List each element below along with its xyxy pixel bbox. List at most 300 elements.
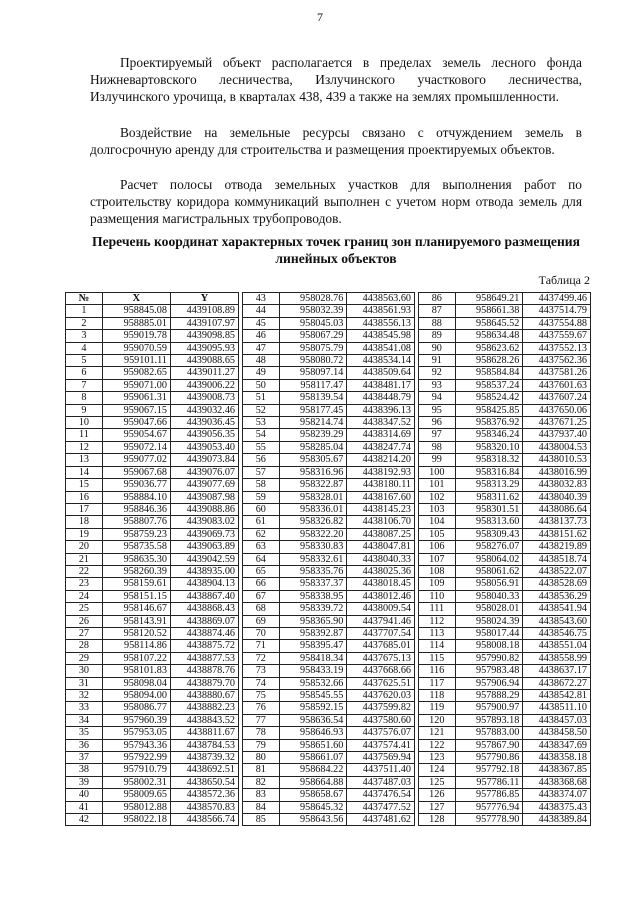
table-row	[419, 429, 591, 441]
x-coordinate: 958425.85	[455, 404, 523, 416]
y-coordinate: 4438868.43	[170, 603, 238, 615]
point-number: 1	[66, 305, 103, 317]
x-coordinate: 958335.76	[279, 565, 347, 577]
y-coordinate: 4438551.04	[523, 640, 591, 652]
point-number: 76	[243, 702, 280, 714]
point-number: 67	[243, 590, 280, 602]
table-row	[66, 665, 239, 677]
y-coordinate: 4438542.81	[523, 690, 591, 702]
y-coordinate: 4437650.06	[523, 404, 591, 416]
x-coordinate: 959072.14	[102, 441, 170, 453]
table-row	[243, 491, 415, 503]
point-number: 54	[243, 429, 280, 441]
point-number: 36	[66, 739, 103, 751]
x-coordinate: 958009.65	[102, 789, 170, 801]
table-row	[66, 454, 239, 466]
point-number: 37	[66, 752, 103, 764]
table-row	[419, 417, 591, 429]
x-coordinate: 957990.82	[455, 652, 523, 664]
point-number: 33	[66, 702, 103, 714]
point-number: 21	[66, 553, 103, 565]
x-coordinate: 958101.83	[102, 665, 170, 677]
y-coordinate: 4438563.60	[347, 293, 415, 305]
table-row	[66, 590, 239, 602]
point-number: 105	[419, 528, 456, 540]
table-row	[66, 565, 239, 577]
point-number: 102	[419, 491, 456, 503]
point-number: 109	[419, 578, 456, 590]
x-coordinate: 957900.97	[455, 702, 523, 714]
point-number: 6	[66, 367, 103, 379]
y-coordinate: 4437671.25	[523, 417, 591, 429]
table-row	[243, 789, 415, 801]
x-coordinate: 958045.03	[279, 317, 347, 329]
x-coordinate: 958301.51	[455, 503, 523, 515]
y-coordinate: 4439042.59	[170, 553, 238, 565]
x-coordinate: 958311.62	[455, 491, 523, 503]
table-row	[66, 752, 239, 764]
y-coordinate: 4437707.54	[347, 627, 415, 639]
x-coordinate: 958285.04	[279, 441, 347, 453]
x-coordinate: 958337.37	[279, 578, 347, 590]
y-coordinate: 4438545.98	[347, 330, 415, 342]
x-coordinate: 959077.02	[102, 454, 170, 466]
y-coordinate: 4438882.23	[170, 702, 238, 714]
y-coordinate: 4438040.39	[523, 491, 591, 503]
point-number: 8	[66, 392, 103, 404]
table-row	[66, 491, 239, 503]
table-heading: Перечень координат характерных точек границ зон планируемого размещения линейных объектов	[92, 234, 580, 266]
y-coordinate: 4438086.64	[523, 503, 591, 515]
point-number: 32	[66, 690, 103, 702]
point-number: 122	[419, 739, 456, 751]
y-coordinate: 4438878.76	[170, 665, 238, 677]
point-number: 78	[243, 727, 280, 739]
x-coordinate: 959070.59	[102, 342, 170, 354]
x-coordinate: 958117.47	[279, 379, 347, 391]
x-coordinate: 957778.90	[455, 814, 523, 826]
y-coordinate: 4439088.65	[170, 355, 238, 367]
y-coordinate: 4438528.69	[523, 578, 591, 590]
x-coordinate: 958418.34	[279, 652, 347, 664]
table-row	[419, 528, 591, 540]
x-coordinate: 958064.02	[455, 553, 523, 565]
table-row	[419, 317, 591, 329]
point-number: 4	[66, 342, 103, 354]
table-row	[419, 491, 591, 503]
x-coordinate: 958846.36	[102, 503, 170, 515]
y-coordinate: 4438214.20	[347, 454, 415, 466]
table-row	[66, 441, 239, 453]
point-number: 124	[419, 764, 456, 776]
y-coordinate: 4439036.45	[170, 417, 238, 429]
coordinates-block-1	[65, 292, 239, 826]
point-number: 44	[243, 305, 280, 317]
y-coordinate: 4438692.51	[170, 764, 238, 776]
point-number: 49	[243, 367, 280, 379]
point-number: 127	[419, 801, 456, 813]
y-coordinate: 4438396.13	[347, 404, 415, 416]
x-coordinate: 959036.77	[102, 479, 170, 491]
table-row	[243, 417, 415, 429]
point-number: 92	[419, 367, 456, 379]
y-coordinate: 4437937.40	[523, 429, 591, 441]
x-coordinate: 958139.54	[279, 392, 347, 404]
y-coordinate: 4438867.40	[170, 590, 238, 602]
point-number: 116	[419, 665, 456, 677]
x-coordinate: 959067.15	[102, 404, 170, 416]
y-coordinate: 4438004.53	[523, 441, 591, 453]
point-number: 118	[419, 690, 456, 702]
y-coordinate: 4438010.53	[523, 454, 591, 466]
y-coordinate: 4438637.17	[523, 665, 591, 677]
y-coordinate: 4438389.84	[523, 814, 591, 826]
x-coordinate: 958328.01	[279, 491, 347, 503]
point-number: 121	[419, 727, 456, 739]
y-coordinate: 4439053.40	[170, 441, 238, 453]
point-number: 128	[419, 814, 456, 826]
table-row	[66, 739, 239, 751]
table-row	[243, 776, 415, 788]
y-coordinate: 4438572.36	[170, 789, 238, 801]
x-coordinate: 958584.84	[455, 367, 523, 379]
y-coordinate: 4438047.81	[347, 541, 415, 553]
x-coordinate: 958260.39	[102, 565, 170, 577]
y-coordinate: 4438219.89	[523, 541, 591, 553]
table-row	[66, 479, 239, 491]
table-row	[419, 627, 591, 639]
y-coordinate: 4438145.23	[347, 503, 415, 515]
x-coordinate: 957910.79	[102, 764, 170, 776]
table-row	[243, 342, 415, 354]
x-coordinate: 958332.61	[279, 553, 347, 565]
y-coordinate: 4439008.73	[170, 392, 238, 404]
x-coordinate: 958177.45	[279, 404, 347, 416]
table-row	[419, 342, 591, 354]
x-coordinate: 958094.00	[102, 690, 170, 702]
y-coordinate: 4437576.07	[347, 727, 415, 739]
y-coordinate: 4438534.14	[347, 355, 415, 367]
table-row	[66, 503, 239, 515]
point-number: 104	[419, 516, 456, 528]
x-coordinate: 959101.11	[102, 355, 170, 367]
table-row	[419, 615, 591, 627]
point-number: 83	[243, 789, 280, 801]
x-coordinate: 958759.23	[102, 528, 170, 540]
table-row	[419, 479, 591, 491]
x-coordinate: 958159.61	[102, 578, 170, 590]
y-coordinate: 4438374.07	[523, 789, 591, 801]
point-number: 113	[419, 627, 456, 639]
x-coordinate: 958885.01	[102, 317, 170, 329]
point-number: 100	[419, 466, 456, 478]
point-number: 43	[243, 293, 280, 305]
table-row	[243, 305, 415, 317]
table-row	[419, 516, 591, 528]
table-row	[66, 541, 239, 553]
y-coordinate: 4438458.50	[523, 727, 591, 739]
y-coordinate: 4437574.41	[347, 739, 415, 751]
y-coordinate: 4438009.54	[347, 603, 415, 615]
table-row	[419, 553, 591, 565]
point-number: 112	[419, 615, 456, 627]
x-coordinate: 958532.66	[279, 677, 347, 689]
point-number: 82	[243, 776, 280, 788]
y-coordinate: 4439083.02	[170, 516, 238, 528]
x-coordinate: 958635.30	[102, 553, 170, 565]
point-number: 59	[243, 491, 280, 503]
table-row	[66, 379, 239, 391]
point-number: 120	[419, 714, 456, 726]
y-coordinate: 4438032.83	[523, 479, 591, 491]
y-coordinate: 4437599.82	[347, 702, 415, 714]
point-number: 96	[419, 417, 456, 429]
table-row	[419, 776, 591, 788]
table-row	[419, 739, 591, 751]
table-row	[66, 404, 239, 416]
table-row	[243, 355, 415, 367]
table-row	[419, 466, 591, 478]
y-coordinate: 4438546.75	[523, 627, 591, 639]
x-coordinate: 958313.60	[455, 516, 523, 528]
point-number: 52	[243, 404, 280, 416]
y-header: Y	[170, 293, 238, 305]
table-row	[66, 417, 239, 429]
y-coordinate: 4438368.68	[523, 776, 591, 788]
table-row	[419, 690, 591, 702]
point-number: 31	[66, 677, 103, 689]
table-row	[419, 379, 591, 391]
y-coordinate: 4437675.13	[347, 652, 415, 664]
y-coordinate: 4438016.99	[523, 466, 591, 478]
x-coordinate: 958032.39	[279, 305, 347, 317]
table-row	[66, 789, 239, 801]
table-row	[419, 355, 591, 367]
point-number: 123	[419, 752, 456, 764]
x-coordinate: 958114.86	[102, 640, 170, 652]
y-coordinate: 4438040.33	[347, 553, 415, 565]
point-number: 84	[243, 801, 280, 813]
point-number: 107	[419, 553, 456, 565]
y-coordinate: 4438511.10	[523, 702, 591, 714]
x-coordinate: 958097.14	[279, 367, 347, 379]
point-number: 25	[66, 603, 103, 615]
table-row	[243, 702, 415, 714]
point-number: 29	[66, 652, 103, 664]
table-row	[66, 615, 239, 627]
point-number: 7	[66, 379, 103, 391]
table-row	[243, 479, 415, 491]
table-row	[66, 776, 239, 788]
x-coordinate: 958661.38	[455, 305, 523, 317]
y-coordinate: 4438784.53	[170, 739, 238, 751]
x-coordinate: 958664.88	[279, 776, 347, 788]
x-coordinate: 958143.91	[102, 615, 170, 627]
y-coordinate: 4438904.13	[170, 578, 238, 590]
point-number: 16	[66, 491, 103, 503]
table-row	[243, 565, 415, 577]
point-number: 57	[243, 466, 280, 478]
x-coordinate: 958309.43	[455, 528, 523, 540]
table-row	[419, 752, 591, 764]
y-coordinate: 4437554.88	[523, 317, 591, 329]
x-coordinate: 958214.74	[279, 417, 347, 429]
x-coordinate: 958845.08	[102, 305, 170, 317]
y-coordinate: 4438543.60	[523, 615, 591, 627]
table-row	[243, 330, 415, 342]
table-row	[243, 503, 415, 515]
x-coordinate: 958318.32	[455, 454, 523, 466]
point-number: 98	[419, 441, 456, 453]
table-row	[66, 714, 239, 726]
table-row	[243, 640, 415, 652]
table-row	[419, 441, 591, 453]
point-number: 70	[243, 627, 280, 639]
y-coordinate: 4439076.07	[170, 466, 238, 478]
x-coordinate: 957983.48	[455, 665, 523, 677]
x-coordinate: 959071.00	[102, 379, 170, 391]
x-coordinate: 958592.15	[279, 702, 347, 714]
y-coordinate: 4437601.63	[523, 379, 591, 391]
point-number: 74	[243, 677, 280, 689]
x-coordinate: 957786.11	[455, 776, 523, 788]
point-number: 17	[66, 503, 103, 515]
x-coordinate: 958365.90	[279, 615, 347, 627]
y-coordinate: 4439107.97	[170, 317, 238, 329]
table-row	[419, 814, 591, 826]
y-coordinate: 4438448.79	[347, 392, 415, 404]
point-number: 34	[66, 714, 103, 726]
y-coordinate: 4438347.52	[347, 417, 415, 429]
table-header-row	[66, 293, 239, 305]
point-number: 56	[243, 454, 280, 466]
x-coordinate: 958339.72	[279, 603, 347, 615]
coordinates-block-2	[242, 292, 415, 826]
point-number: 3	[66, 330, 103, 342]
y-coordinate: 4437552.13	[523, 342, 591, 354]
table-row	[419, 702, 591, 714]
point-number: 64	[243, 553, 280, 565]
point-number: 20	[66, 541, 103, 553]
table-row	[243, 677, 415, 689]
y-coordinate: 4437581.26	[523, 367, 591, 379]
y-coordinate: 4437476.54	[347, 789, 415, 801]
table-row	[243, 317, 415, 329]
x-coordinate: 958330.83	[279, 541, 347, 553]
table-row	[243, 516, 415, 528]
y-coordinate: 4438536.29	[523, 590, 591, 602]
x-coordinate: 958316.96	[279, 466, 347, 478]
y-coordinate: 4438556.13	[347, 317, 415, 329]
x-coordinate: 958239.29	[279, 429, 347, 441]
table-row	[243, 367, 415, 379]
table-row	[419, 454, 591, 466]
y-coordinate: 4438875.72	[170, 640, 238, 652]
point-number: 42	[66, 814, 103, 826]
point-number: 81	[243, 764, 280, 776]
point-number: 65	[243, 565, 280, 577]
point-number: 28	[66, 640, 103, 652]
x-coordinate: 958545.55	[279, 690, 347, 702]
table-row	[419, 677, 591, 689]
x-coordinate: 958623.62	[455, 342, 523, 354]
x-coordinate: 958807.76	[102, 516, 170, 528]
point-number: 69	[243, 615, 280, 627]
table-row	[66, 801, 239, 813]
table-row	[419, 293, 591, 305]
x-coordinate: 957953.05	[102, 727, 170, 739]
table-row	[66, 466, 239, 478]
x-coordinate: 958645.32	[279, 801, 347, 813]
point-number: 117	[419, 677, 456, 689]
x-coordinate: 958305.67	[279, 454, 347, 466]
point-number: 88	[419, 317, 456, 329]
table-row	[66, 603, 239, 615]
table-row	[243, 652, 415, 664]
x-coordinate: 958346.24	[455, 429, 523, 441]
table-row	[419, 640, 591, 652]
x-coordinate: 958433.19	[279, 665, 347, 677]
point-number: 51	[243, 392, 280, 404]
y-coordinate: 4439095.93	[170, 342, 238, 354]
y-coordinate: 4438869.07	[170, 615, 238, 627]
y-coordinate: 4437511.40	[347, 764, 415, 776]
table-row	[66, 627, 239, 639]
x-coordinate: 958086.77	[102, 702, 170, 714]
table-row	[419, 727, 591, 739]
table-row	[243, 739, 415, 751]
y-coordinate: 4437514.79	[523, 305, 591, 317]
table-row	[243, 379, 415, 391]
point-number: 68	[243, 603, 280, 615]
y-coordinate: 4438541.94	[523, 603, 591, 615]
y-coordinate: 4438672.27	[523, 677, 591, 689]
x-coordinate: 958322.20	[279, 528, 347, 540]
x-coordinate: 957943.36	[102, 739, 170, 751]
table-row	[243, 404, 415, 416]
table-row	[66, 814, 239, 826]
x-coordinate: 958028.01	[455, 603, 523, 615]
table-row	[419, 565, 591, 577]
y-coordinate: 4438314.69	[347, 429, 415, 441]
y-coordinate: 4439073.84	[170, 454, 238, 466]
y-coordinate: 4437625.51	[347, 677, 415, 689]
point-number: 18	[66, 516, 103, 528]
point-number: 97	[419, 429, 456, 441]
x-coordinate: 958151.15	[102, 590, 170, 602]
coordinates-table	[65, 292, 593, 826]
point-number: 95	[419, 404, 456, 416]
point-number: 47	[243, 342, 280, 354]
point-number: 24	[66, 590, 103, 602]
table-row	[419, 652, 591, 664]
y-coordinate: 4438025.36	[347, 565, 415, 577]
y-coordinate: 4437941.46	[347, 615, 415, 627]
point-number: 103	[419, 503, 456, 515]
table-row	[243, 528, 415, 540]
x-coordinate: 958080.72	[279, 355, 347, 367]
point-number: 71	[243, 640, 280, 652]
x-coordinate: 958643.56	[279, 814, 347, 826]
x-coordinate: 958002.31	[102, 776, 170, 788]
point-number: 89	[419, 330, 456, 342]
point-number: 87	[419, 305, 456, 317]
point-number: 30	[66, 665, 103, 677]
point-number: 40	[66, 789, 103, 801]
point-number: 90	[419, 342, 456, 354]
y-coordinate: 4439011.27	[170, 367, 238, 379]
point-number: 39	[66, 776, 103, 788]
